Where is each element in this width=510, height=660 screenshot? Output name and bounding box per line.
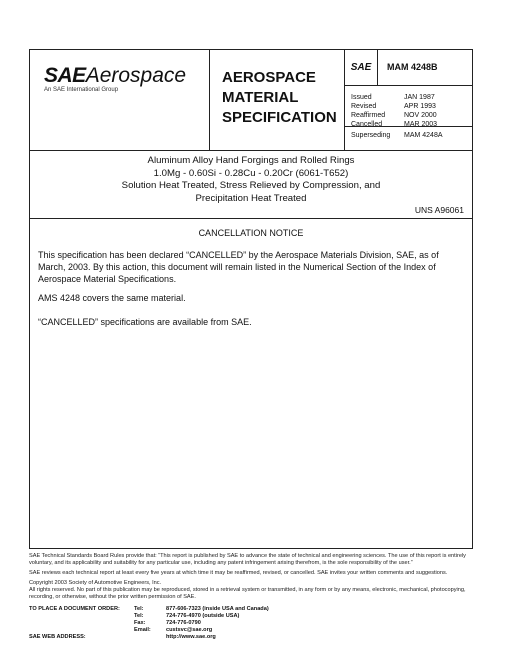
logo-cell: [30, 50, 210, 150]
email-link[interactable]: custsvc@sae.org: [166, 627, 213, 633]
web-address-link[interactable]: http://www.sae.org: [166, 634, 216, 640]
availability-paragraph: “CANCELLED” specifications are available from SAE.: [38, 317, 252, 327]
document-frame: [29, 49, 473, 549]
date-row-revised: Revised APR 1993: [351, 103, 436, 110]
date-row-cancelled: Cancelled MAR 2003: [351, 121, 438, 128]
date-row-issued: Issued JAN 1987: [351, 94, 435, 101]
superseding-divider: [345, 126, 472, 127]
fax-number: 724-776-0790: [166, 620, 201, 626]
web-address-label: SAE WEB ADDRESS:: [29, 634, 86, 640]
cancellation-paragraph: This specification has been declared “CANCELLED” by the Aerospace Materials Division, SAE, as of March, 2003. By this action, this document will remain listed in the Numerical Section of the Index of Aerospace Material Specifications.: [38, 250, 439, 284]
sae-small-logo: SAE: [345, 50, 378, 85]
document-title: AEROSPACE MATERIAL SPECIFICATION: [222, 69, 337, 126]
date-row-reaffirmed: Reaffirmed NOV 2000: [351, 112, 437, 119]
cancellation-notice-title: CANCELLATION NOTICE: [198, 228, 304, 238]
phone-outside-usa: 724-776-4970 (outside USA): [166, 613, 240, 619]
footer-rights: All rights reserved. No part of this publication may be reproduced, stored in a retrieval system or transmitted, in any form or by any means, electronic, mechanical, photocopying, recording, or otherwise, without the prior written permission of SAE.: [29, 587, 466, 600]
document-dates: [351, 93, 437, 129]
title-cell: [210, 50, 345, 150]
order-label: TO PLACE A DOCUMENT ORDER:: [29, 606, 120, 612]
footer-review: SAE reviews each technical report at least every five years at which time it may be reaffirmed, revised, or cancelled. SAE invites your written comments and suggestions.: [29, 570, 448, 576]
superseding-row: Superseding MAM 4248A: [351, 132, 443, 139]
document-number: MAM 4248B: [387, 62, 438, 72]
logo-tagline: An SAE International Group: [44, 87, 119, 93]
subject-block: Aluminum Alloy Hand Forgings and Rolled Rings 1.0Mg - 0.60Si - 0.28Cu - 0.20Cr (6061-T652) Solution Heat Treated, Stress Relieved by Compression, and Precipitation Heat Treated: [121, 155, 381, 204]
phone-usa-canada: 877-606-7323 (inside USA and Canada): [166, 606, 269, 612]
header: [30, 50, 472, 151]
footer-copyright: Copyright 2003 Society of Automotive Engineers, Inc.: [29, 580, 162, 586]
footer-rules: SAE Technical Standards Board Rules provide that: “This report is published by SAE to advance the state of technical and engineering sciences. The use of this report is entirely voluntary, and its applicability and suitability for any particular use, including any patent infringement arising therefrom, is the sole responsibility of the user.”: [29, 553, 466, 566]
subject-divider: [30, 218, 472, 219]
uns-number: UNS A96061: [414, 205, 464, 215]
replacement-paragraph: AMS 4248 covers the same material.: [38, 293, 186, 303]
sae-aerospace-logo: SAEAerospace: [44, 64, 187, 87]
document-id-row: [345, 50, 472, 86]
